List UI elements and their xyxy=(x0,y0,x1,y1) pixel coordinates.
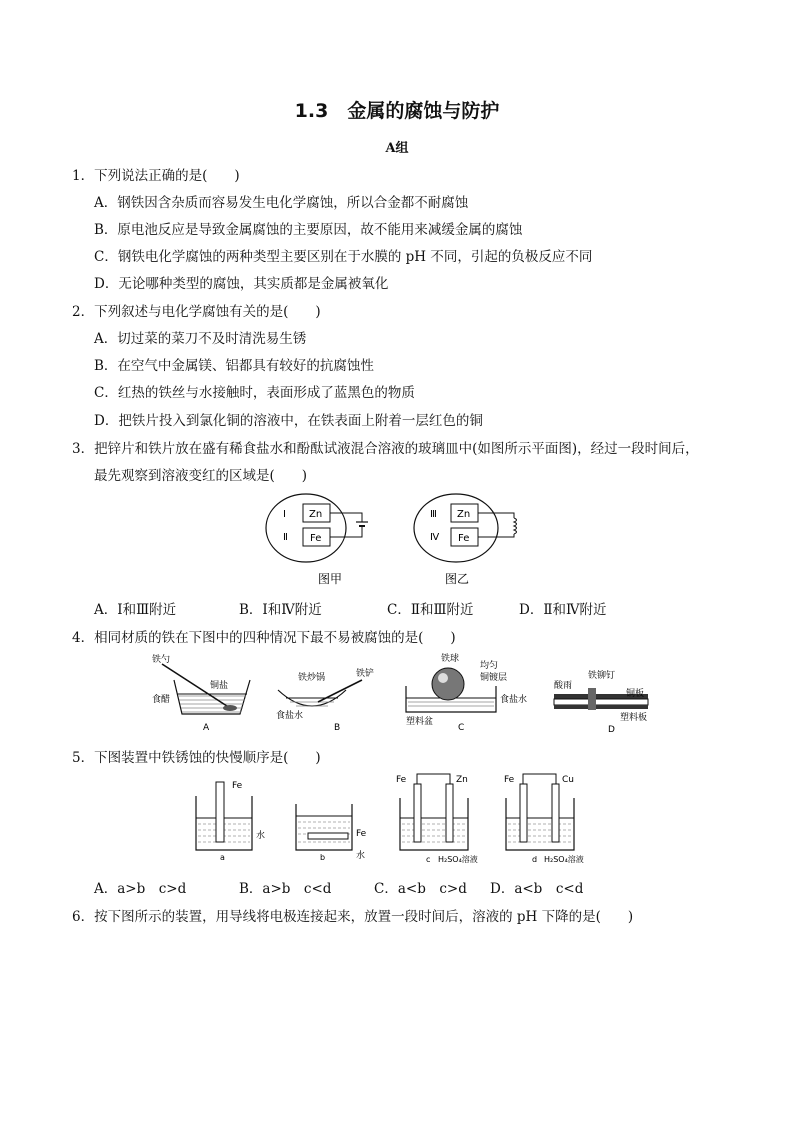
tag-b: B xyxy=(334,723,341,733)
label-iron-ball: 铁球 xyxy=(441,654,460,664)
label-copper-plating: 铜镀层 xyxy=(480,673,508,683)
label-iron-spatula: 铁铲 xyxy=(356,669,375,679)
fe-label: Fe xyxy=(504,775,515,785)
question-5-options xyxy=(94,877,583,897)
page-title: 1.3 金属的腐蚀与防护 xyxy=(294,100,500,122)
question-4-stem: 4．相同材质的铁在下图中的四种情况下最不易被腐蚀的是( ) xyxy=(72,630,456,646)
tag-a: a xyxy=(220,853,225,862)
figure-jia-caption: 图甲 xyxy=(318,572,343,586)
tag-d: D xyxy=(608,725,615,735)
zn-label: Zn xyxy=(456,775,468,785)
question-5-stem: 5．下图装置中铁锈蚀的快慢顺序是( ) xyxy=(72,750,321,766)
label-iron-spoon: 铁勺 xyxy=(152,655,171,665)
question-1-option-c: C．钢铁电化学腐蚀的两种类型主要区别在于水膜的 pH 不同，引起的负极反应不同 xyxy=(94,249,593,265)
tag-c: C xyxy=(458,723,465,733)
question-3-figure xyxy=(258,490,548,590)
figure-yi-caption: 图乙 xyxy=(445,572,470,586)
solution-label: H₂SO₄溶液 xyxy=(544,855,584,864)
question-5-option-b: B．a>b c<d xyxy=(239,881,332,897)
label-uniform: 均匀 xyxy=(480,661,499,671)
label-iron-wok: 铁炒锅 xyxy=(298,673,326,683)
question-3-option-c: C．Ⅱ和Ⅲ附近 xyxy=(387,602,474,618)
label-copper-salt: 铜盐 xyxy=(210,681,229,691)
zn-label: Zn xyxy=(309,509,323,520)
cu-label: Cu xyxy=(562,775,574,785)
label-vinegar: 食醋 xyxy=(152,695,171,705)
label-acid-rain: 酸雨 xyxy=(554,681,573,691)
question-5-figure xyxy=(188,770,608,870)
group-heading: A组 xyxy=(385,141,409,156)
question-2-option-b: B．在空气中金属镁、铝都具有较好的抗腐蚀性 xyxy=(94,358,374,374)
question-4-figure xyxy=(148,650,658,738)
fe-label: Fe xyxy=(232,781,243,791)
solution-label: H₂SO₄溶液 xyxy=(438,855,478,864)
tag-c: c xyxy=(426,855,431,864)
tag-d: d xyxy=(532,855,538,864)
question-1-option-b: B．原电池反应是导致金属腐蚀的主要原因，故不能用来减缓金属的腐蚀 xyxy=(94,222,523,238)
label-iron-rivet: 铁铆钉 xyxy=(588,671,616,681)
question-3-options xyxy=(94,598,607,618)
tag-a: A xyxy=(203,723,210,733)
question-1-option-a: A．钢铁因含杂质而容易发生电化学腐蚀，所以合金都不耐腐蚀 xyxy=(94,195,469,211)
label-salt-water: 食盐水 xyxy=(500,695,528,705)
fe-label: Fe xyxy=(356,829,367,839)
question-3-option-b: B．Ⅰ和Ⅳ附近 xyxy=(239,602,322,618)
question-3-option-a: A．Ⅰ和Ⅲ附近 xyxy=(94,602,177,618)
question-3-stem-line-1: 3．把锌片和铁片放在盛有稀食盐水和酚酞试液混合溶液的玻璃皿中(如图所示平面图)，经过一段时间后， xyxy=(72,441,699,457)
water-label: 水 xyxy=(356,851,366,861)
label-salt-water: 食盐水 xyxy=(276,711,304,721)
question-2-option-d: D．把铁片投入到氯化铜的溶液中，在铁表面上附着一层红色的铜 xyxy=(94,413,483,429)
zn-label: Zn xyxy=(457,509,471,520)
fe-label: Fe xyxy=(458,533,470,544)
fe-label: Fe xyxy=(396,775,407,785)
roman-label-4: Ⅳ xyxy=(430,532,440,543)
roman-label-2: Ⅱ xyxy=(283,532,288,543)
question-2-option-a: A．切过菜的菜刀不及时清洗易生锈 xyxy=(94,331,307,347)
question-6-stem: 6．按下图所示的装置，用导线将电极连接起来，放置一段时间后，溶液的 pH 下降的是( ) xyxy=(72,909,634,925)
label-plastic-board: 塑料板 xyxy=(620,713,648,723)
question-2-stem: 2．下列叙述与电化学腐蚀有关的是( ) xyxy=(72,304,321,320)
question-5-option-c: C．a<b c>d xyxy=(374,881,467,897)
fe-label: Fe xyxy=(310,533,322,544)
question-3-stem-line-2: 最先观察到溶液变红的区域是( ) xyxy=(94,468,308,484)
question-5-option-d: D．a<b c<d xyxy=(490,881,584,897)
label-plastic-basin: 塑料盆 xyxy=(406,717,434,727)
question-1-stem: 1．下列说法正确的是( ) xyxy=(72,168,240,184)
question-1-option-d: D．无论哪种类型的腐蚀，其实质都是金属被氧化 xyxy=(94,276,389,292)
question-2-option-c: C．红热的铁丝与水接触时，表面形成了蓝黑色的物质 xyxy=(94,385,415,401)
roman-label-3: Ⅲ xyxy=(430,509,437,520)
tag-b: b xyxy=(320,853,326,862)
roman-label-1: Ⅰ xyxy=(283,509,286,520)
label-copper-plate: 铜板 xyxy=(626,689,645,699)
water-label: 水 xyxy=(256,831,266,841)
question-3-option-d: D．Ⅱ和Ⅳ附近 xyxy=(519,602,607,618)
question-5-option-a: A．a>b c>d xyxy=(94,881,187,897)
